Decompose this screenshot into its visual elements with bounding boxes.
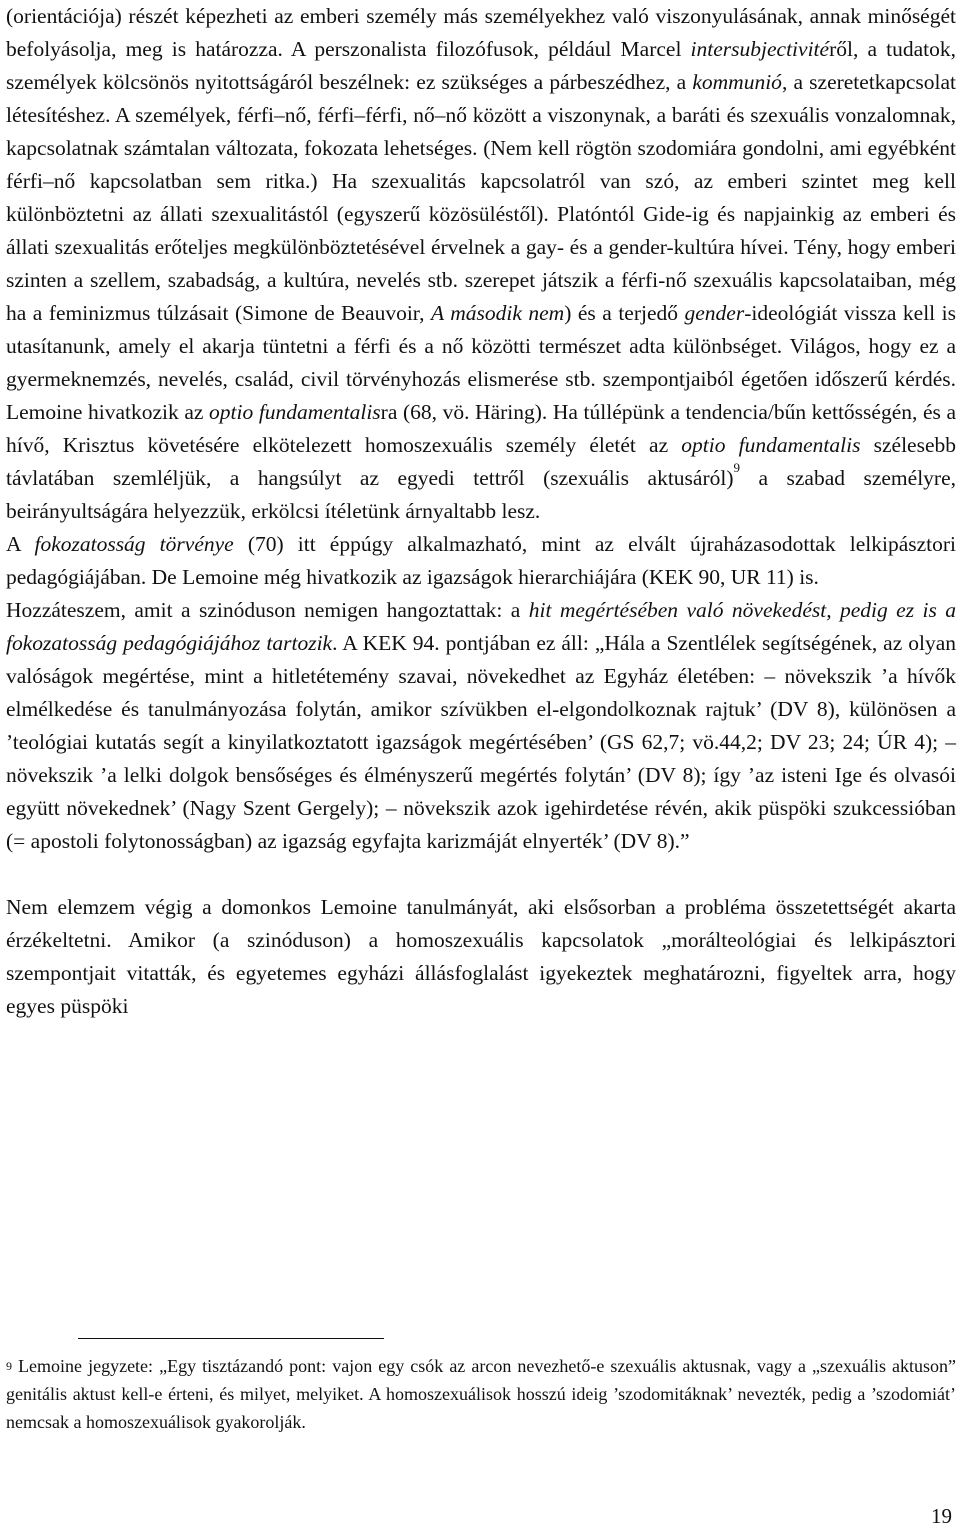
page-body — [6, 0, 956, 1023]
text-run: -ideológiát vissza kell is utasítanunk, amely el akarja tüntetni a férfi és a nő közötti természet adta különbséget. Világos, hogy ez a gyermeknemzés, nevelés, család, civil törvényhozás elismerése stb. szempontjaiból égetően időszerű kérdés. Lemoine hivatkozik az — [6, 301, 956, 424]
italic-text: optio fundamentalis — [681, 433, 861, 457]
text-run: Hozzáteszem, amit a szinóduson nemigen hangoztattak: a — [6, 598, 529, 622]
footnote-text: Lemoine jegyzete: „Egy tisztázandó pont: vajon egy csók az arcon nevezhető-e szexuális aktusnak, vagy a „szexuális aktuson” genitális aktust kell-e érteni, és milyet, melyiket. A homoszexuálisok hosszú ideig ’szodomitáknak’ nevezték, pedig a ’szodomiát’ nemcsak a homoszexuálisok gyakorolják. — [6, 1356, 957, 1432]
footnote — [6, 1352, 956, 1436]
text-run: ra (68, vö. Häring). Ha túllépünk a tendencia/bűn kettősségén, és a hívő, Krisztus követésére elkötelezett homoszexuális személy életét az — [6, 400, 956, 457]
italic-text: hit megértésében való növekedést, pedig ez is a fokozatosság pedagógiájához tartozik — [6, 598, 956, 655]
italic-text: gender — [684, 301, 745, 325]
paragraph — [6, 528, 956, 594]
paragraph — [6, 0, 956, 528]
page-number: 19 — [931, 1504, 952, 1528]
paragraph — [6, 891, 956, 1023]
text-run: ről, a tudatok, személyek kölcsönös nyitottságáról beszélnek: ez szükséges a párbeszédhez, a — [6, 37, 956, 94]
footnote-separator — [78, 1338, 384, 1339]
italic-text: intersubjectivité — [690, 37, 830, 61]
text-run: (70) itt éppúgy alkalmazható, mint az elvált újraházasodottak lelkipásztori pedagógiájában. De Lemoine még hivatkozik az igazságok hierarchiájára (KEK 90, UR 11) is. — [6, 532, 956, 589]
italic-text: fokozatosság törvénye — [34, 532, 234, 556]
text-run: a szabad személyre, beirányultságára helyezzük, erkölcsi ítéletünk árnyaltabb lesz. — [6, 466, 956, 523]
paragraph — [6, 594, 956, 858]
text-run: szélesebb távlatában szemléljük, a hangsúlyt az egyedi tettről (szexuális aktusáról) — [6, 433, 956, 490]
footnote-mark: 9 — [6, 1359, 12, 1373]
italic-text: A második nem — [430, 301, 565, 325]
italic-text: optio fundamentalis — [209, 400, 381, 424]
main-text — [6, 0, 956, 1023]
text-run: (orientációja) részét képezheti az emberi személy más személyekhez való viszonyulásának, annak minőségét befolyásolja, meg is határozza. A perszonalista filozófusok, például Marcel — [6, 4, 956, 61]
text-run: A — [6, 532, 35, 556]
italic-text: kommunió — [692, 70, 782, 94]
paragraph-gap — [6, 858, 956, 891]
text-run: . A KEK 94. pontjában ez áll: „Hála a Szentlélek segítségének, az olyan valóságok megértése, mint a hitletétemény szavai, növekedhet az Egyház életében: – növekszik ’a hívők elmélkedése és tanulmányozása folytán, amikor szívükben el-elgondolkoznak rajtuk’ (DV 8), különösen a ’teológiai kutatás segít a kinyilatkoztatott igazságok megértésében’ (GS 62,7; vö.44,2; DV 23; 24; ÚR 4); – növekszik ’a lelki dolgok bensőséges és élményszerű megértés folytán’ (DV 8); így ’az isteni Ige és olvasói együtt növekednek’ (Nagy Szent Gergely); – növekszik azok igehirdetése révén, akik püspöki szukcessióban (= apostoli folytonosságban) az igazság egyfajta karizmáját elnyerték’ (DV 8).” — [6, 631, 956, 853]
footnote-reference: 9 — [733, 460, 740, 475]
text-run: , a szeretetkapcsolat létesítéshez. A személyek, férfi–nő, férfi–férfi, nő–nő között a viszonynak, a baráti és szexuális vonzalomnak, kapcsolatnak számtalan változata, fokozata lehetséges. (Nem kell rögtön szodomiára gondolni, ami egyébként férfi–nő kapcsolatban sem ritka.) Ha szexualitás kapcsolatról van szó, az emberi szintet meg kell különböztetni az állati szexualitástól (egyszerű közösüléstől). Platóntól Gide-ig és napjainkig az emberi és állati szexualitás erőteljes megkülönböztetésével érvelnek a gay- és a gender-kultúra hívei. Tény, hogy emberi szinten a szellem, szabadság, a kultúra, nevelés stb. szerepet játszik a férfi-nő szexuális kapcsolataiban, még ha a feminizmus túlzásait (Simone de Beauvoir, — [6, 70, 956, 325]
text-run: Nem elemzem végig a domonkos Lemoine tanulmányát, aki elsősorban a probléma összetettségét akarta érzékeltetni. Amikor (a szinóduson) a homoszexuális kapcsolatok „morálteológiai és lelkipásztori szempontjait vitatták, és egyetemes egyházi állásfoglalást igyekeztek meghatározni, figyeltek arra, hogy egyes püspöki — [6, 895, 956, 1018]
text-run: ) és a terjedő — [564, 301, 685, 325]
